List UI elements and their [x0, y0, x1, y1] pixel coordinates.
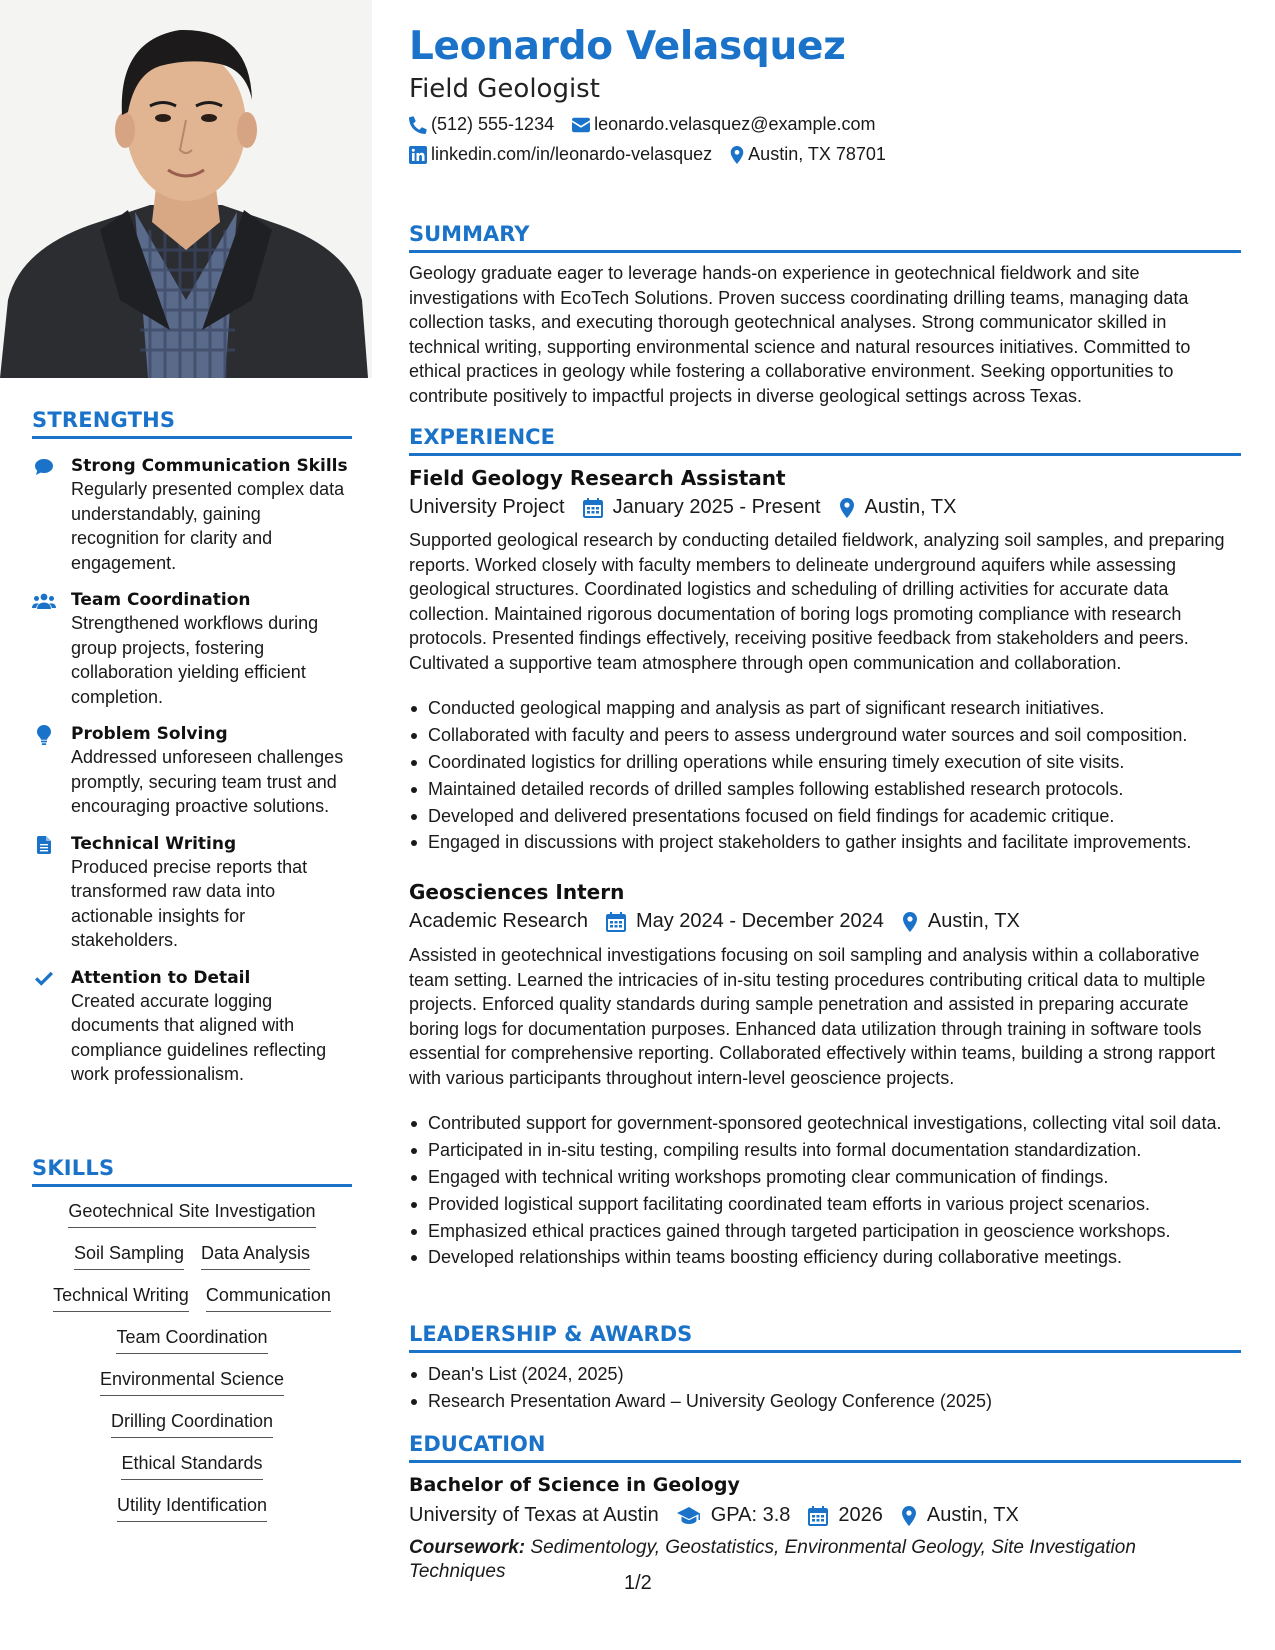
job-bullet: Emphasized ethical practices gained through targeted participation in geoscience workshops. [409, 1219, 1241, 1244]
lightbulb-icon [32, 725, 56, 745]
job-location [839, 496, 957, 519]
strengths-heading: STRENGTHS [32, 408, 352, 439]
candidate-title: Field Geologist [409, 74, 600, 104]
skill-tag: Ethical Standards [121, 1451, 262, 1480]
job-title: Field Geology Research Assistant [409, 466, 786, 490]
document-icon [32, 835, 56, 855]
location-pin-icon [901, 1506, 917, 1526]
education-location-text: Austin, TX [926, 1504, 1019, 1526]
job-bullets [409, 696, 1241, 857]
skill-tag: Soil Sampling [74, 1241, 184, 1270]
strength-description: Produced precise reports that transformed raw data into actionable insights for stakeholders. [71, 856, 308, 950]
strength-item [32, 833, 352, 953]
school-name: University of Texas at Austin [409, 1504, 659, 1526]
strength-item [32, 589, 352, 709]
gpa-text: GPA: 3.8 [710, 1504, 791, 1526]
job-bullet: Developed and delivered presentations focused on field findings for academic critique. [409, 804, 1241, 829]
phone-icon [409, 116, 427, 134]
award-item: Dean's List (2024, 2025) [409, 1362, 1241, 1387]
strength-description: Strengthened workflows during group projects, fostering collaboration yielding efficient completion. [71, 613, 319, 707]
job-location [902, 910, 1020, 933]
job-bullet: Collaborated with faculty and peers to assess underground water sources and soil composition. [409, 723, 1241, 748]
strength-title: Technical Writing [71, 833, 237, 854]
strength-title: Team Coordination [71, 590, 251, 610]
awards-heading: LEADERSHIP & AWARDS [409, 1322, 1241, 1353]
job-bullet: Conducted geological mapping and analysis as part of significant research initiatives. [409, 696, 1241, 721]
job-bullet: Coordinated logistics for drilling operations while ensuring timely execution of site visits. [409, 750, 1241, 775]
contact-row [409, 144, 904, 165]
coursework [409, 1536, 1209, 1584]
contact-location [730, 144, 886, 165]
skill-tag: Drilling Coordination [111, 1409, 273, 1438]
email-icon [572, 116, 590, 134]
skill-tag: Team Coordination [116, 1325, 267, 1354]
experience-heading: EXPERIENCE [409, 425, 1241, 456]
strength-description: Addressed unforeseen challenges promptly, securing team trust and encouraging proactive solutions. [71, 747, 344, 816]
page-number: 1/2 [624, 1572, 652, 1594]
education-location [901, 1504, 1019, 1527]
job-title: Geosciences Intern [409, 880, 625, 904]
profile-photo [0, 0, 372, 378]
skill-tag: Environmental Science [100, 1367, 284, 1396]
strength-title: Problem Solving [71, 724, 228, 744]
skills-list [32, 1199, 352, 1522]
education-heading: EDUCATION [409, 1432, 1241, 1463]
job-org: University Project [409, 496, 565, 518]
strength-description: Created accurate logging documents that aligned with compliance guidelines reflecting work professionalism. [71, 990, 327, 1084]
location-text: Austin, TX 78701 [748, 144, 886, 164]
skill-tag: Geotechnical Site Investigation [68, 1199, 315, 1228]
skill-tag: Data Analysis [201, 1241, 310, 1270]
skill-tag: Utility Identification [117, 1493, 267, 1522]
contact-email[interactable] [572, 114, 875, 135]
strength-item [32, 967, 352, 1087]
year-text: 2026 [838, 1504, 883, 1526]
summary-heading: SUMMARY [409, 222, 1241, 253]
coursework-label: Coursework: [409, 1537, 526, 1558]
email-text: leonardo.velasquez@example.com [594, 114, 876, 134]
strength-item [32, 723, 352, 819]
awards-list [409, 1362, 1241, 1416]
job-dates-text: January 2025 - Present [612, 496, 821, 518]
contact-linkedin[interactable] [409, 144, 712, 165]
education-gpa [677, 1504, 791, 1527]
speech-bubble-icon [32, 457, 56, 477]
users-icon [32, 591, 56, 611]
job-bullet: Developed relationships within teams boosting efficiency during collaborative meetings. [409, 1245, 1241, 1270]
graduation-cap-icon [677, 1507, 701, 1525]
checkmark-icon [32, 969, 56, 989]
contact-row [409, 114, 894, 135]
location-pin-icon [839, 498, 855, 518]
coursework-text: Sedimentology, Geostatistics, Environmental Geology, Site Investigation Techniques [409, 1537, 1136, 1582]
degree-title: Bachelor of Science in Geology [409, 1474, 740, 1496]
job-bullet: Maintained detailed records of drilled samples following established research protocols. [409, 777, 1241, 802]
skills-heading: SKILLS [32, 1156, 352, 1187]
calendar-icon [583, 498, 603, 518]
linkedin-text: linkedin.com/in/leonardo-velasquez [431, 144, 713, 164]
job-dates [606, 910, 884, 933]
job-meta [409, 496, 974, 519]
strengths-section [32, 408, 352, 1087]
job-location-text: Austin, TX [927, 910, 1020, 932]
skills-section [32, 1156, 352, 1522]
job-location-text: Austin, TX [864, 496, 957, 518]
skill-tag: Communication [206, 1283, 331, 1312]
location-pin-icon [730, 146, 744, 164]
education-meta [409, 1504, 1037, 1527]
left-column [0, 0, 372, 1650]
job-description: Assisted in geotechnical investigations focusing on soil sampling and analysis within a collaborative team setting. Learned the intricacies of in-situ testing procedures contributing critical data to multiple projects. Enforced quality standards during sample penetration and assisted in preparing accurate boring logs for documentation purposes. Enhanced data utilization through training in software tools essential for comprehensive reporting. Collaborated effectively within teams, building a strong rapport with various participants throughout intern-level geoscience projects. [409, 945, 1216, 1088]
job-dates-text: May 2024 - December 2024 [635, 910, 884, 932]
job-meta [409, 910, 1038, 933]
job-bullets [409, 1111, 1241, 1272]
calendar-icon [808, 1506, 828, 1526]
job-description: Supported geological research by conducting detailed fieldwork, analyzing soil samples, and preparing reports. Worked closely with faculty members to delineate underground aquifers while assessing geological structures. Coordinated logistics and scheduling of drilling activities for accurate data collection. Maintained rigorous documentation of boring logs promoting compliance with research protocols. Presented findings effectively, receiving positive feedback from stakeholders and peers. Cultivated a supportive team atmosphere through open communication and collaboration. [409, 530, 1225, 673]
calendar-icon [606, 912, 626, 932]
candidate-name: Leonardo Velasquez [409, 24, 846, 69]
job-dates [583, 496, 821, 519]
education-year [808, 1504, 883, 1527]
linkedin-icon [409, 146, 427, 164]
job-bullet: Participated in in-situ testing, compiling results into formal documentation standardization. [409, 1138, 1241, 1163]
job-bullet: Engaged in discussions with project stakeholders to gather insights and facilitate improvements. [409, 830, 1241, 855]
skill-tag: Technical Writing [53, 1283, 189, 1312]
contact-phone[interactable] [409, 114, 554, 135]
strength-title: Strong Communication Skills [71, 456, 348, 476]
strength-title: Attention to Detail [71, 967, 251, 988]
strength-description: Regularly presented complex data understandably, gaining recognition for clarity and engagement. [71, 479, 345, 573]
strength-item [32, 455, 352, 575]
award-item: Research Presentation Award – University Geology Conference (2025) [409, 1389, 1241, 1414]
job-bullet: Engaged with technical writing workshops promoting clear communication of findings. [409, 1165, 1241, 1190]
job-bullet: Contributed support for government-sponsored geotechnical investigations, collecting vital soil data. [409, 1111, 1241, 1136]
phone-text: (512) 555-1234 [431, 114, 555, 134]
job-bullet: Provided logistical support facilitating coordinated team efforts in various project scenarios. [409, 1192, 1241, 1217]
job-org: Academic Research [409, 910, 588, 932]
summary-text: Geology graduate eager to leverage hands-on experience in geotechnical fieldwork and site investigations with EcoTech Solutions. Proven success coordinating drilling teams, managing data collection tasks, and executing thorough geotechnical analyses. Strong communicator skilled in technical writing, supporting environmental science and natural resources initiatives. Committed to ethical practices in geology while fostering a collaborative environment. Seeking opportunities to contribute positively to impactful projects in diverse geological settings across Texas. [409, 263, 1191, 406]
location-pin-icon [902, 912, 918, 932]
